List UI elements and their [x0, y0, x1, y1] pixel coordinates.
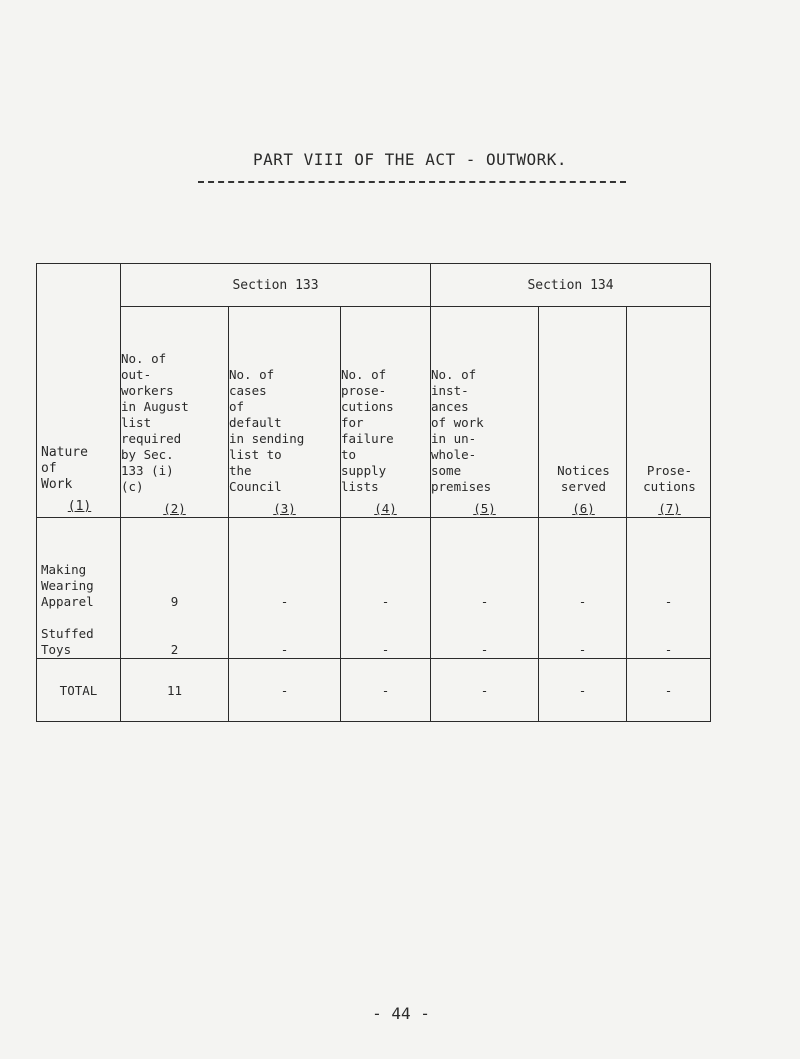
col-header-prosecutions: [627, 307, 711, 518]
table-cell: [627, 518, 711, 659]
table-cell: [539, 518, 627, 659]
total-cell: -: [539, 659, 627, 722]
row-nature-label: Making Wearing Apparel: [41, 562, 94, 609]
col-header-default-cases: [229, 307, 341, 518]
table-cell: [229, 518, 341, 659]
col-header-label: No. of cases of default in sending list to the Council: [229, 367, 305, 494]
col-header-notices: [539, 307, 627, 518]
row-nature-label: Stuffed Toys: [41, 626, 94, 657]
col-header-label: No. of prose- cutions for failure to supply lists: [341, 367, 394, 494]
col-number: (2): [163, 501, 186, 516]
page-heading: PART VIII OF THE ACT - OUTWORK.: [252, 150, 568, 169]
cell-value: -: [280, 594, 289, 609]
total-cell: -: [341, 659, 431, 722]
cell-value: -: [664, 594, 673, 609]
cell-value: -: [664, 642, 673, 657]
cell-value: -: [480, 642, 489, 657]
heading-underline: [198, 181, 626, 183]
total-label: TOTAL: [37, 659, 121, 722]
col-header-label: Prose- cutions: [643, 463, 696, 494]
col-header-prosecutions-lists: [341, 307, 431, 518]
col-number: (5): [473, 501, 496, 516]
col-number: (3): [273, 501, 296, 516]
col-number: (7): [658, 501, 681, 516]
cell-value: 2: [170, 642, 179, 657]
section-134-header: Section 134: [431, 264, 711, 307]
table-body-row: [37, 518, 711, 659]
table-cell: [431, 518, 539, 659]
table-cell: [121, 518, 229, 659]
col-number: (4): [374, 501, 397, 516]
table-cell: [341, 518, 431, 659]
section-133-header: Section 133: [121, 264, 431, 307]
col-header-label: Nature of Work: [41, 445, 88, 492]
col-header-label: Notices served: [557, 463, 610, 494]
column-header-row: [37, 307, 711, 518]
cell-value: 9: [170, 594, 179, 609]
col-header-label: No. of out- workers in August list required by Sec. 133 (i) (c): [121, 351, 189, 494]
total-cell: -: [431, 659, 539, 722]
total-cell: -: [229, 659, 341, 722]
col-header-unwholesome-premises: [431, 307, 539, 518]
cell-value: -: [381, 642, 390, 657]
total-row: [37, 659, 711, 722]
total-cell: 11: [121, 659, 229, 722]
section-header-row: [37, 264, 711, 307]
col-number: (6): [572, 501, 595, 516]
col-number: (1): [67, 499, 92, 514]
col-header-outworkers: [121, 307, 229, 518]
cell-value: -: [480, 594, 489, 609]
total-cell: -: [627, 659, 711, 722]
outwork-table: [36, 263, 711, 722]
nature-of-work-cell: [37, 518, 121, 659]
page-number: - 44 -: [372, 1004, 430, 1023]
col-header-label: No. of inst- ances of work in un- whole- some premises: [431, 367, 492, 494]
col-header-nature: [37, 264, 121, 518]
cell-value: -: [578, 594, 587, 609]
cell-value: -: [381, 594, 390, 609]
cell-value: -: [578, 642, 587, 657]
cell-value: -: [280, 642, 289, 657]
